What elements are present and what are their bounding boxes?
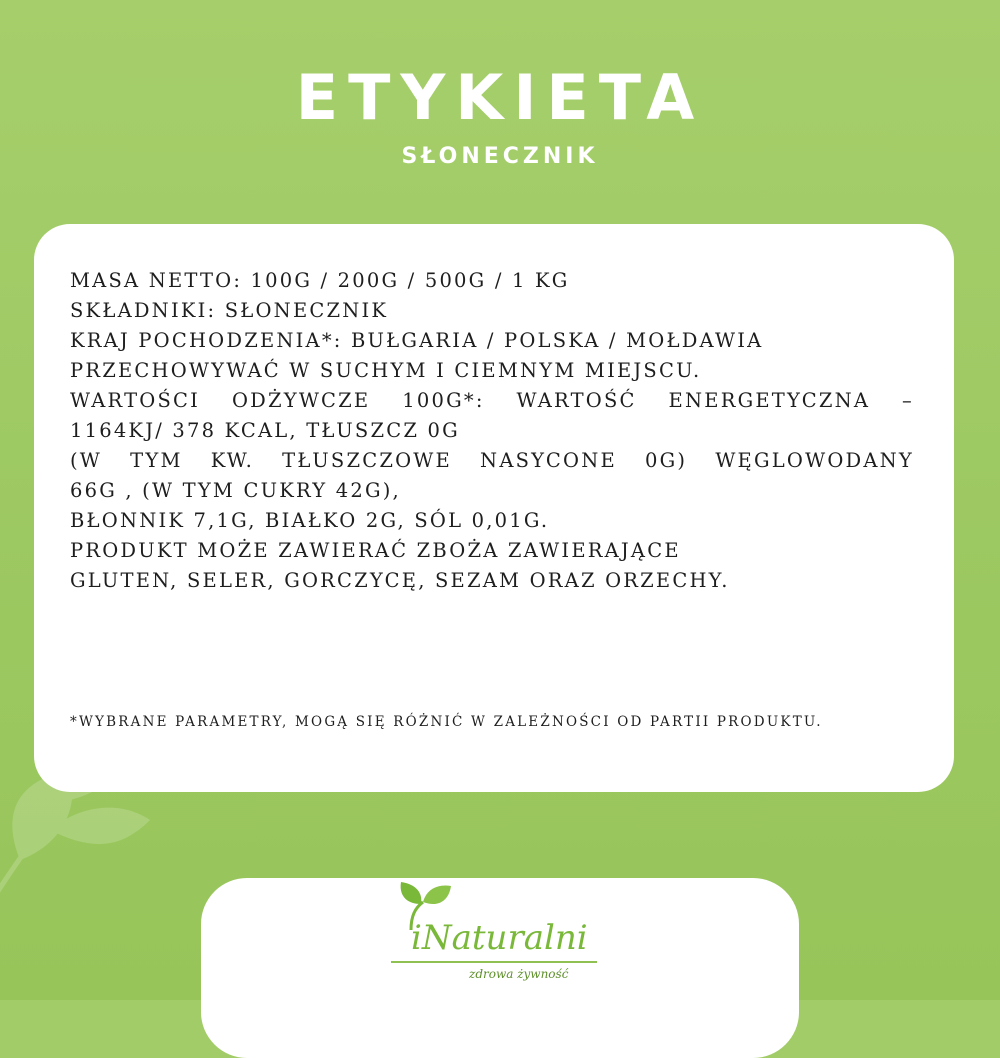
label-line-storage: PRZECHOWYWAĆ W SUCHYM I CIEMNYM MIEJSCU. xyxy=(70,359,702,382)
label-line-carbs: 66G , (W TYM CUKRY 42G), xyxy=(70,479,401,502)
logo-card xyxy=(201,878,799,1058)
label-line-energy: 1164KJ/ 378 KCAL, TŁUSZCZ 0G xyxy=(70,419,460,442)
label-line-allergens-list: GLUTEN, SELER, GORCZYCĘ, SEZAM ORAZ ORZECHY. xyxy=(70,569,730,592)
label-footnote: *WYBRANE PARAMETRY, MOGĄ SIĘ RÓŻNIĆ W ZALEŻNOŚCI OD PARTII PRODUKTU. xyxy=(70,714,823,730)
label-line-ingredients: SKŁADNIKI: SŁONECZNIK xyxy=(70,299,389,322)
label-line-origin: KRAJ POCHODZENIA*: BUŁGARIA / POLSKA / MOŁDAWIA xyxy=(70,329,764,352)
label-line-fiber: BŁONNIK 7,1G, BIAŁKO 2G, SÓL 0,01G. xyxy=(70,509,550,532)
label-line-allergens: PRODUKT MOŻE ZAWIERAĆ ZBOŻA ZAWIERAJĄCE xyxy=(70,539,681,562)
label-line-net-mass: MASA NETTO: 100G / 200G / 500G / 1 KG xyxy=(70,269,570,292)
logo-divider xyxy=(391,961,597,963)
label-info xyxy=(70,266,914,596)
label-card xyxy=(34,224,954,792)
page-title: ETYKIETA xyxy=(295,61,705,134)
label-line-fats: (W TYM KW. TŁUSZCZOWE NASYCONE 0G) WĘGLOWODANY xyxy=(70,449,914,472)
page-subtitle: SŁONECZNIK xyxy=(401,144,599,169)
brand-logo: iNaturalni xyxy=(411,918,588,958)
label-line-nutrition: WARTOŚCI ODŻYWCZE 100G*: WARTOŚĆ ENERGETYCZNA – xyxy=(70,389,914,412)
brand-tagline: zdrowa żywność xyxy=(469,967,569,981)
